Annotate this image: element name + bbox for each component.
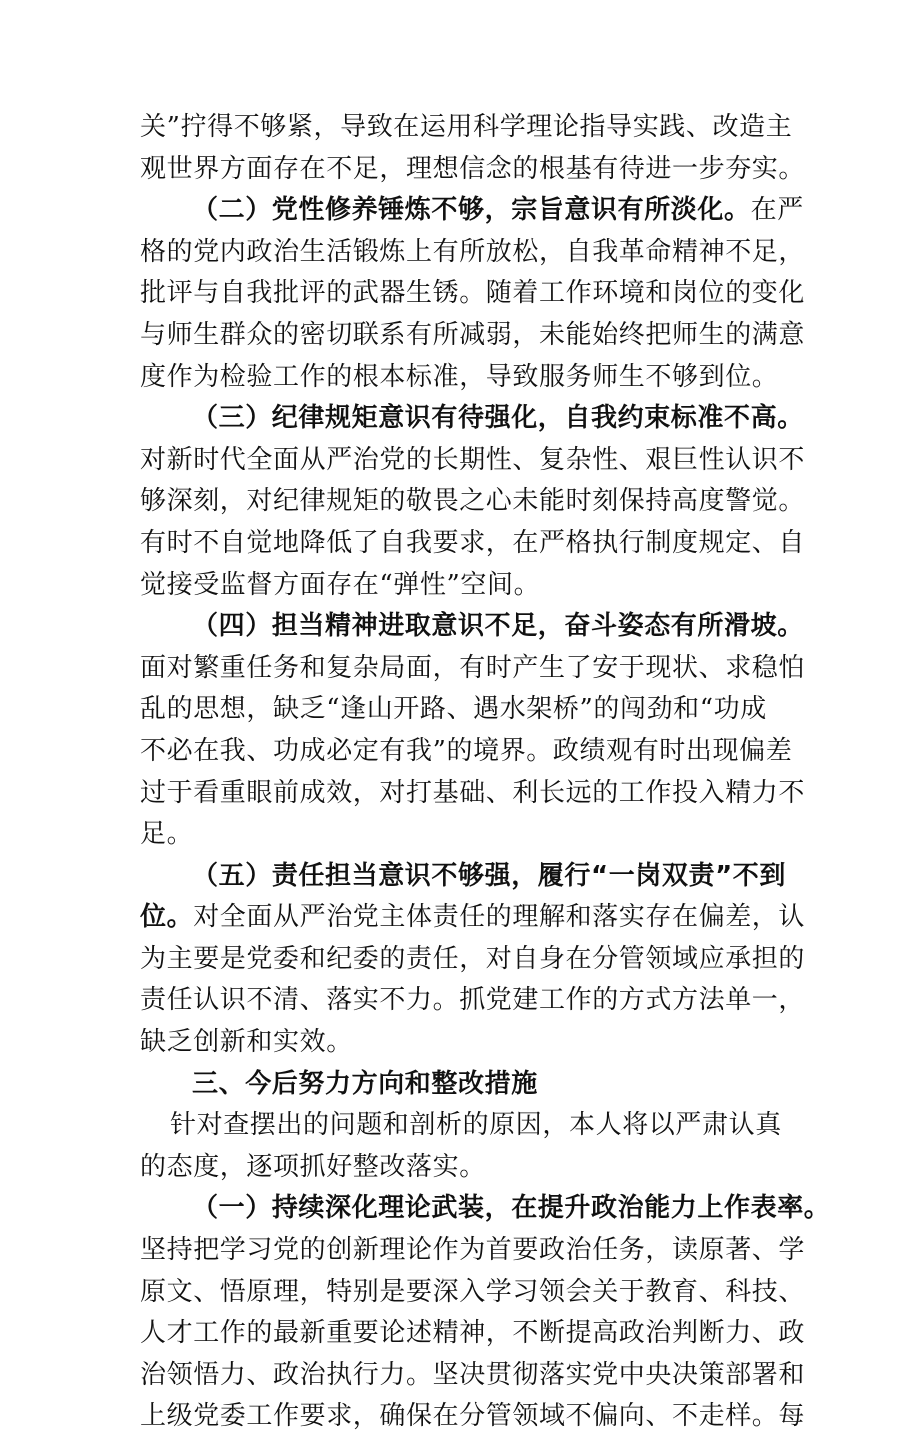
- bold-phrase: （五）责任担当意识不够强，履行“一岗双责”不到: [192, 860, 786, 891]
- text-line: [140, 1188, 831, 1230]
- body-text: 有时不自觉地降低了自我要求，在严格执行制度规定、自: [140, 527, 806, 558]
- text-line: [140, 606, 804, 648]
- body-text: 足。: [140, 819, 194, 850]
- text-line: [140, 1355, 806, 1397]
- text-line: [140, 939, 806, 981]
- document-body: [140, 107, 831, 1438]
- text-line: [140, 565, 775, 607]
- text-line: [140, 357, 779, 399]
- body-text: 针对查摆出的问题和剖析的原因，本人将以严肃认真: [170, 1110, 782, 1141]
- text-line: [140, 273, 806, 315]
- body-text: 批评与自我批评的武器生锈。随着工作环境和岗位的变化: [140, 278, 806, 309]
- body-text: 为主要是党委和纪委的责任，对自身在分管领域应承担的: [140, 943, 806, 974]
- body-text: 不必在我、功成必定有我”的境界。政绩观有时出现偏差: [140, 735, 793, 766]
- body-text: 治领悟力、政治执行力。坚决贯彻落实党中央决策部署和: [140, 1359, 806, 1390]
- text-line: [140, 897, 806, 939]
- text-line: [140, 232, 806, 274]
- text-line: [140, 1313, 806, 1355]
- text-line: [140, 648, 806, 690]
- body-text: 坚持把学习党的创新理论作为首要政治任务，读原著、学: [140, 1235, 806, 1266]
- body-text: 观世界方面存在不足，理想信念的根基有待进一步夯实。: [140, 153, 806, 184]
- body-text: 过于看重眼前成效，对打基础、利长远的工作投入精力不: [140, 777, 806, 808]
- text-line: [140, 980, 806, 1022]
- bold-phrase: （四）担当精神进取意识不足，奋斗姿态有所滑坡。: [192, 611, 804, 642]
- text-line: [140, 1272, 806, 1314]
- body-text: 面对繁重任务和复杂局面，有时产生了安于现状、求稳怕: [140, 652, 806, 683]
- text-line: [140, 107, 793, 149]
- bold-phrase: （三）纪律规矩意识有待强化，自我约束标准不高。: [192, 403, 804, 434]
- body-text: 觉接受监督方面存在“弹性”空间。: [140, 569, 541, 600]
- body-text: 乱的思想，缺乏“逢山开路、遇水架桥”的闯劲和“功成: [140, 694, 767, 725]
- text-line: [140, 190, 804, 232]
- text-line: [140, 398, 804, 440]
- text-line: [140, 731, 793, 773]
- body-text: 上级党委工作要求，确保在分管领域不偏向、不走样。每: [140, 1401, 806, 1432]
- body-text: 人才工作的最新重要论述精神，不断提高政治判断力、政: [140, 1318, 806, 1349]
- text-line: [140, 440, 806, 482]
- bold-phrase: （一）持续深化理论武装，在提升政治能力上作表率。: [192, 1193, 831, 1224]
- text-line: [140, 814, 775, 856]
- text-line: [140, 1105, 782, 1147]
- text-line: [140, 689, 775, 731]
- text-line: [140, 1064, 775, 1106]
- text-line: [140, 856, 786, 898]
- text-line: [140, 149, 806, 191]
- body-text: 关”拧得不够紧，导致在运用科学理论指导实践、改造主: [140, 112, 793, 142]
- body-text: 缺乏创新和实效。: [140, 1027, 353, 1058]
- text-line: [140, 1230, 806, 1272]
- text-line: [140, 523, 806, 565]
- body-text: 格的党内政治生活锻炼上有所放松，自我革命精神不足，: [140, 236, 806, 267]
- body-text: 的态度，逐项抓好整改落实。: [140, 1151, 486, 1182]
- body-text: 对全面从严治党主体责任的理解和落实存在偏差，认: [193, 902, 806, 933]
- bold-phrase: （二）党性修养锤炼不够，宗旨意识有所淡化。: [192, 195, 751, 226]
- body-text: 原文、悟原理，特别是要深入学习领会关于教育、科技、: [140, 1276, 806, 1307]
- text-line: [140, 1147, 775, 1189]
- body-text: 对新时代全面从严治党的长期性、复杂性、艰巨性认识不: [140, 444, 806, 475]
- section-heading: 三、今后努力方向和整改措施: [192, 1068, 538, 1099]
- text-line: [140, 315, 806, 357]
- body-text: 在严: [750, 195, 804, 226]
- body-text: 与师生群众的密切联系有所减弱，未能始终把师生的满意: [140, 319, 806, 350]
- text-line: [140, 773, 806, 815]
- text-line: [140, 481, 806, 523]
- body-text: 责任认识不清、落实不力。抓党建工作的方式方法单一，: [140, 985, 806, 1016]
- bold-phrase: 位。: [140, 902, 194, 933]
- text-line: [140, 1396, 806, 1438]
- text-line: [140, 1022, 775, 1064]
- body-text: 够深刻，对纪律规矩的敬畏之心未能时刻保持高度警觉。: [140, 486, 806, 517]
- body-text: 度作为检验工作的根本标准，导致服务师生不够到位。: [140, 361, 779, 392]
